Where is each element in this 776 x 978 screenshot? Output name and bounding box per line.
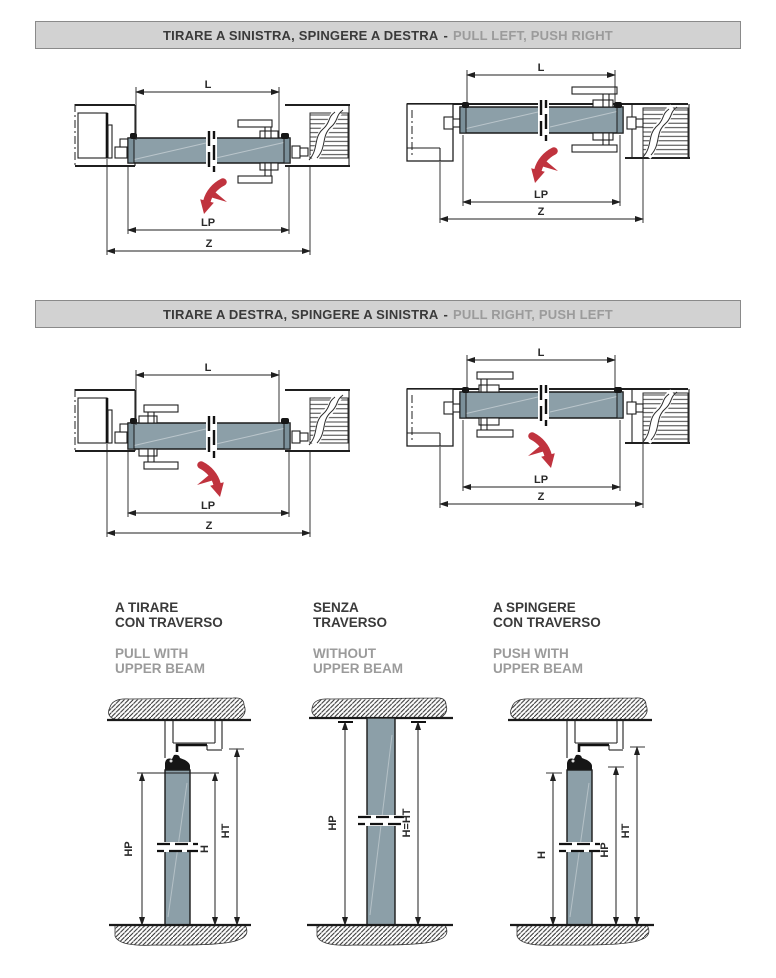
left-wall <box>75 389 135 452</box>
break-symbol <box>206 129 217 175</box>
dim-label-L: L <box>537 62 545 74</box>
label-italian-line1: SENZA <box>313 600 359 615</box>
section-diagram-pull-with-beam <box>85 695 280 965</box>
dim-label-HP: HP <box>599 842 611 858</box>
dim-label-H: H <box>536 851 548 859</box>
dim-label-LP: LP <box>200 217 216 229</box>
ceiling-slab <box>309 698 453 718</box>
label-english-line1: WITHOUT <box>313 646 376 661</box>
dimension-HP <box>123 773 142 925</box>
left-wall <box>75 104 135 167</box>
right-wall <box>285 390 350 451</box>
dimension-H <box>536 773 562 925</box>
label-english-line2: UPPER BEAM <box>493 661 584 676</box>
break-symbol <box>538 383 549 429</box>
label-english-line1: PUSH WITH <box>493 646 569 661</box>
header-title-italian: TIRARE A SINISTRA, SPINGERE A DESTRA <box>163 27 439 43</box>
rotation-arrow-icon <box>197 465 224 497</box>
floor-slab <box>109 925 251 945</box>
dimension-HP <box>599 767 624 925</box>
label-italian-line2: TRAVERSO <box>313 615 388 630</box>
label-italian-line2: CON TRAVERSO <box>115 615 223 630</box>
plan-diagram-pull-right-b <box>400 340 745 545</box>
dimension-HT <box>220 749 244 925</box>
break-symbol <box>206 414 217 461</box>
dim-label-Z: Z <box>537 491 545 503</box>
right-wall <box>285 105 350 166</box>
dim-label-HT: HT <box>220 823 232 839</box>
dim-label-L: L <box>204 79 212 91</box>
dimension-H-HT <box>401 722 426 925</box>
break-symbol <box>358 815 404 826</box>
section-header-pull-right <box>35 300 741 328</box>
rotation-arrow-icon <box>531 151 558 183</box>
rotation-arrow-icon <box>528 436 555 468</box>
ceiling-slab <box>107 698 251 720</box>
floor-slab <box>307 925 453 945</box>
label-english-line1: PULL WITH <box>115 646 189 661</box>
section-header-pull-left <box>35 21 741 49</box>
section-diagram-push-with-beam <box>490 695 690 965</box>
dim-label-L: L <box>204 362 212 374</box>
column-label-pull-with-beam <box>115 600 295 676</box>
section-diagram-without-beam <box>295 695 475 965</box>
dim-label-LP: LP <box>533 189 549 201</box>
dim-label-Z: Z <box>537 206 545 218</box>
header-separator: - <box>443 306 448 322</box>
label-english-line2: UPPER BEAM <box>115 661 206 676</box>
top-mechanism <box>567 720 623 770</box>
column-label-push-with-beam <box>493 600 673 676</box>
label-italian-line2: CON TRAVERSO <box>493 615 601 630</box>
dim-label-HP: HP <box>123 841 135 857</box>
top-mechanism <box>165 720 222 770</box>
dim-label-Z: Z <box>205 520 213 532</box>
dim-label-H-HT: H=HT <box>401 808 413 838</box>
header-title-italian: TIRARE A DESTRA, SPINGERE A SINISTRA <box>163 306 439 322</box>
label-italian-line1: A SPINGERE <box>493 600 576 615</box>
header-title-english: PULL LEFT, PUSH RIGHT <box>452 27 613 43</box>
header-separator: - <box>443 27 448 43</box>
dim-label-Z: Z <box>205 238 213 250</box>
floor-slab <box>510 925 654 945</box>
label-english-line2: UPPER BEAM <box>313 661 404 676</box>
break-symbol <box>538 98 549 144</box>
rotation-arrow-icon <box>200 182 227 214</box>
plan-diagram-pull-left-b <box>400 55 745 260</box>
dim-label-LP: LP <box>533 474 549 486</box>
break-symbol <box>559 842 600 852</box>
dim-label-HP: HP <box>327 815 339 831</box>
label-italian-line1: A TIRARE <box>115 600 179 615</box>
plan-diagram-pull-right-a <box>60 345 380 560</box>
right-wall <box>625 389 690 443</box>
dimension-HT <box>620 747 645 925</box>
plan-diagram-pull-left-a <box>60 60 380 265</box>
column-label-without-beam <box>313 600 493 676</box>
dim-label-LP: LP <box>200 500 216 512</box>
dimension-H <box>199 773 215 925</box>
dim-label-L: L <box>537 347 545 359</box>
header-title-english: PULL RIGHT, PUSH LEFT <box>452 306 613 322</box>
dim-label-HT: HT <box>620 823 632 839</box>
dimension-HP <box>327 722 353 925</box>
right-wall <box>625 104 690 158</box>
dim-label-H: H <box>199 845 211 853</box>
break-symbol <box>157 842 198 852</box>
ceiling-slab <box>508 698 652 720</box>
